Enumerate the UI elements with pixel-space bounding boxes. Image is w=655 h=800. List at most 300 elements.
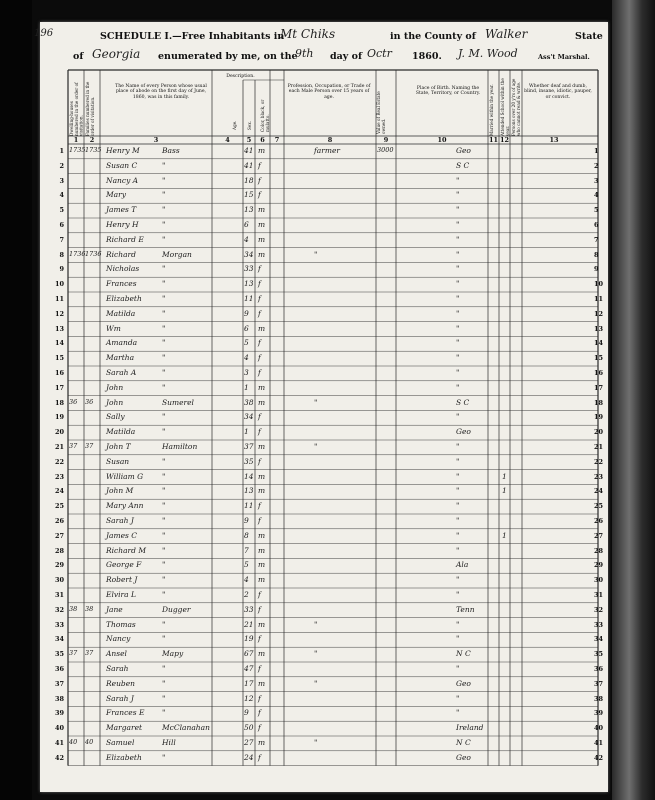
line-number-right: 21	[594, 443, 604, 451]
enumeration-day: 9th	[295, 47, 314, 60]
age: 5	[244, 338, 249, 348]
age: 41	[244, 146, 254, 155]
surname: Morgan	[162, 249, 192, 259]
surname: "	[162, 175, 166, 185]
line-number-right: 6	[594, 221, 599, 229]
sex: f	[258, 501, 261, 511]
line-number-left: 42	[54, 753, 64, 762]
given-name: Susan C	[106, 160, 138, 170]
sex: f	[258, 693, 261, 703]
sex: f	[258, 664, 261, 673]
col-header-dwelling: Dwelling-houses numbered in the order of visitation.	[69, 82, 84, 136]
birthplace: "	[456, 382, 460, 392]
birthplace: N C	[456, 649, 471, 659]
age: 34	[244, 249, 254, 259]
col-header-age: Age.	[232, 120, 237, 130]
birthplace: "	[456, 530, 460, 540]
schedule-label: SCHEDULE I.—Free Inhabitants in	[100, 31, 285, 42]
line-number-left: 6	[59, 221, 64, 229]
column-number: 8	[327, 136, 333, 144]
surname: "	[162, 220, 166, 229]
sex: m	[258, 382, 266, 392]
surname: "	[162, 590, 166, 599]
age: 6	[244, 323, 249, 333]
line-number-right: 28	[594, 546, 604, 555]
given-name: Elizabeth	[106, 294, 142, 303]
line-number-left: 37	[54, 679, 64, 688]
line-number-left: 26	[54, 517, 64, 525]
surname: "	[162, 323, 166, 333]
given-name: Jane	[106, 604, 123, 614]
line-number-left: 12	[54, 309, 64, 318]
sex: f	[258, 752, 261, 762]
film-border-left	[0, 0, 32, 800]
surname: McClanahan	[162, 723, 210, 733]
birthplace: "	[456, 175, 460, 185]
sex: m	[258, 146, 266, 155]
birthplace: "	[456, 264, 460, 274]
line-number-left: 2	[59, 161, 64, 170]
sex: f	[258, 723, 261, 733]
birthplace: "	[456, 234, 460, 244]
given-name: Robert J	[106, 575, 138, 585]
line-number-right: 40	[594, 724, 604, 733]
given-name: John	[106, 397, 124, 407]
birthplace: "	[456, 590, 460, 599]
line-number-left: 19	[54, 413, 64, 422]
line-number-right: 8	[594, 250, 599, 259]
occupation: "	[314, 649, 318, 659]
birthplace: "	[456, 368, 460, 377]
surname: Dugger	[162, 604, 191, 614]
sex: f	[258, 264, 261, 274]
given-name: Nancy	[106, 634, 131, 644]
line-number-left: 24	[54, 487, 64, 496]
sex: f	[258, 427, 261, 437]
school-mark: 1	[502, 486, 507, 496]
line-number-left: 9	[59, 265, 64, 274]
birthplace: Ala	[456, 560, 469, 570]
sex: f	[258, 590, 261, 599]
line-number-left: 39	[54, 709, 64, 718]
age: 9	[244, 308, 249, 318]
surname: "	[162, 678, 166, 688]
family-number: 1735	[85, 146, 102, 154]
line-number-left: 40	[54, 724, 64, 733]
line-number-right: 14	[594, 339, 604, 348]
age: 4	[244, 575, 249, 585]
surname: "	[162, 264, 166, 274]
birthplace: "	[456, 353, 460, 363]
given-name: Henry M	[106, 146, 140, 155]
given-name: Ansel	[106, 649, 127, 659]
given-name: Sarah J	[106, 516, 134, 525]
given-name: John M	[106, 486, 134, 496]
given-name: Matilda	[106, 308, 136, 318]
col-header-real-estate: Value of Real Estate owned.	[376, 91, 386, 134]
birthplace: "	[456, 249, 460, 259]
given-name: James C	[106, 530, 137, 540]
line-number-left: 36	[54, 665, 64, 673]
line-number-right: 36	[594, 665, 604, 673]
birthplace: "	[456, 190, 460, 200]
birthplace: "	[456, 575, 460, 585]
sex: m	[258, 220, 266, 229]
surname: "	[162, 619, 166, 629]
line-number-right: 5	[594, 206, 599, 215]
birthplace: "	[456, 693, 460, 703]
given-name: Amanda	[106, 338, 138, 348]
given-name: John T	[106, 442, 131, 451]
line-number-right: 7	[594, 235, 599, 244]
age: 13	[244, 486, 254, 496]
given-name: James T	[106, 205, 137, 215]
sex: m	[258, 205, 266, 215]
surname: "	[162, 545, 166, 555]
line-number-right: 34	[594, 635, 604, 644]
line-number-right: 35	[594, 650, 604, 659]
line-number-right: 24	[594, 487, 604, 496]
given-name: John	[106, 382, 124, 392]
line-number-right: 19	[594, 413, 604, 422]
birthplace: "	[456, 501, 460, 511]
birthplace: "	[456, 442, 460, 451]
year-label: 1860.	[412, 51, 442, 62]
surname: "	[162, 412, 166, 422]
col-header-birthplace: Place of Birth. Naming the State, Territory, or Country.	[415, 86, 481, 97]
line-number-left: 38	[54, 694, 64, 703]
surname: "	[162, 190, 166, 200]
age: 3	[244, 368, 249, 377]
column-number: 6	[260, 136, 265, 144]
birthplace: "	[456, 205, 460, 215]
line-number-right: 32	[594, 605, 604, 614]
age: 19	[244, 634, 254, 644]
age: 4	[244, 353, 249, 363]
given-name: Wm	[106, 323, 121, 333]
surname: "	[162, 664, 166, 673]
line-number-left: 14	[54, 339, 64, 348]
occupation: "	[314, 738, 318, 747]
sex: f	[258, 456, 261, 466]
line-number-left: 18	[54, 398, 64, 407]
line-number-left: 30	[54, 576, 64, 585]
line-number-left: 8	[59, 250, 64, 259]
line-number-right: 11	[594, 295, 604, 303]
line-number-right: 27	[594, 531, 604, 540]
line-number-left: 16	[54, 369, 64, 377]
sex: m	[258, 560, 266, 570]
given-name: Nicholas	[106, 264, 140, 274]
sex: m	[258, 486, 266, 496]
column-number: 13	[549, 136, 559, 144]
line-number-right: 16	[594, 369, 604, 377]
sex: m	[258, 619, 266, 629]
line-number-left: 32	[54, 605, 64, 614]
line-number-right: 39	[594, 709, 604, 718]
birthplace: "	[456, 634, 460, 644]
column-number: 3	[153, 136, 159, 144]
column-number: 1	[73, 136, 79, 144]
age: 41	[244, 160, 254, 170]
school-mark: 1	[502, 530, 507, 540]
birthplace: "	[456, 456, 460, 466]
birthplace: "	[456, 664, 460, 673]
line-number-right: 20	[594, 428, 604, 437]
line-number-right: 41	[594, 739, 604, 747]
age: 1	[244, 427, 249, 437]
age: 7	[244, 545, 249, 555]
age: 8	[244, 530, 249, 540]
line-number-left: 21	[54, 443, 64, 451]
line-number-left: 22	[54, 457, 64, 466]
age: 47	[244, 664, 254, 673]
given-name: Martha	[106, 353, 135, 363]
line-number-left: 20	[54, 428, 64, 437]
line-number-left: 41	[54, 739, 64, 747]
line-number-right: 3	[594, 176, 599, 185]
age: 9	[244, 516, 249, 525]
sex: f	[258, 412, 261, 422]
dwelling-number: 36	[69, 397, 78, 406]
surname: "	[162, 427, 166, 437]
line-number-right: 9	[594, 265, 599, 274]
line-number-right: 15	[594, 354, 604, 363]
line-number-right: 38	[594, 694, 604, 703]
line-number-right: 37	[594, 679, 604, 688]
surname: "	[162, 516, 166, 525]
surname: "	[162, 530, 166, 540]
surname: "	[162, 634, 166, 644]
given-name: Matilda	[106, 427, 136, 437]
given-name: Mary	[106, 190, 126, 200]
column-number: 9	[383, 136, 389, 144]
sex: m	[258, 649, 266, 659]
county-name: Walker	[485, 27, 528, 41]
place-name: Mt Chiks	[280, 27, 336, 41]
given-name: Henry H	[106, 220, 139, 229]
film-border-right	[612, 0, 655, 800]
birthplace: "	[456, 486, 460, 496]
sex: m	[258, 323, 266, 333]
birthplace: "	[456, 708, 460, 718]
sex: m	[258, 575, 266, 585]
given-name: Samuel	[106, 738, 135, 747]
surname: "	[162, 501, 166, 511]
line-number-left: 27	[54, 531, 64, 540]
sex: f	[258, 604, 261, 614]
sex: f	[258, 353, 261, 363]
age: 2	[244, 590, 249, 599]
sex: f	[258, 160, 261, 170]
occupation: "	[314, 619, 318, 629]
birthplace: Geo	[456, 752, 471, 762]
line-number-right: 22	[594, 457, 604, 466]
age: 50	[244, 723, 254, 733]
surname: "	[162, 752, 166, 762]
age: 13	[244, 205, 254, 215]
line-number-left: 25	[54, 502, 64, 511]
age: 4	[244, 234, 249, 244]
birthplace: "	[456, 308, 460, 318]
column-number: 10	[437, 136, 447, 144]
given-name: Margaret	[106, 723, 143, 733]
given-name: George F	[106, 560, 142, 570]
birthplace: "	[456, 619, 460, 629]
family-number: 1736	[85, 249, 102, 258]
surname: "	[162, 708, 166, 718]
line-number-right: 23	[594, 472, 604, 481]
col-header-school: Attended School within the year.	[500, 78, 510, 136]
line-number-right: 33	[594, 620, 604, 629]
line-number-left: 10	[54, 280, 64, 289]
given-name: Sally	[106, 412, 125, 422]
age: 1	[244, 382, 249, 392]
given-name: Mary Ann	[106, 501, 144, 511]
sex: f	[258, 368, 261, 377]
age: 17	[244, 678, 254, 688]
surname: "	[162, 456, 166, 466]
line-number-right: 4	[594, 191, 599, 200]
birthplace: Geo	[456, 427, 471, 437]
asst-marshal-label: Ass't Marshal.	[538, 53, 590, 61]
line-number-right: 10	[594, 280, 604, 289]
surname: Sumerel	[162, 397, 194, 407]
birthplace: "	[456, 220, 460, 229]
age: 33	[244, 264, 254, 274]
sex: m	[258, 471, 266, 481]
line-number-left: 23	[54, 472, 64, 481]
sex: f	[258, 634, 261, 644]
col-header-family: Families numbered in the order of visitation.	[85, 81, 95, 136]
col-header-description: Description.	[226, 74, 255, 79]
sex: f	[258, 294, 261, 303]
age: 67	[244, 649, 254, 659]
surname: "	[162, 279, 166, 289]
surname: "	[162, 308, 166, 318]
col-header-profession: Profession, Occupation, or Trade of each Male Person over 15 years of age.	[287, 84, 371, 100]
line-number-right: 42	[594, 753, 604, 762]
line-number-right: 2	[594, 161, 599, 170]
birthplace: "	[456, 412, 460, 422]
age: 11	[244, 501, 254, 511]
dwelling-number: 37	[69, 442, 78, 450]
surname: Mapy	[162, 649, 184, 659]
surname: "	[162, 353, 166, 363]
line-number-left: 29	[54, 561, 64, 570]
surname: "	[162, 575, 166, 585]
line-number-left: 35	[54, 650, 64, 659]
col-header-married: Married within the year.	[489, 84, 494, 136]
age: 21	[244, 619, 254, 629]
sex: m	[258, 442, 266, 451]
given-name: Richard E	[106, 234, 144, 244]
census-sheet	[34, 22, 608, 792]
sex: f	[258, 308, 261, 318]
dwelling-number: 1735	[69, 146, 86, 154]
given-name: Nancy A	[106, 175, 139, 185]
given-name: Sarah	[106, 664, 129, 673]
col-header-color: Color, black, or mulatto.	[260, 99, 270, 132]
line-number-right: 12	[594, 309, 604, 318]
line-number-left: 31	[54, 591, 64, 599]
sex: f	[258, 279, 261, 289]
surname: "	[162, 205, 166, 215]
line-number-left: 28	[54, 546, 64, 555]
line-number-left: 3	[59, 176, 64, 185]
col-header-sex: Sex.	[247, 120, 252, 130]
sex: f	[258, 708, 261, 718]
line-number-right: 31	[594, 591, 604, 599]
age: 9	[244, 708, 249, 718]
age: 15	[244, 190, 254, 200]
birthplace: Geo	[456, 146, 471, 155]
marshal-name: J. M. Wood	[458, 47, 518, 60]
age: 5	[244, 560, 249, 570]
line-number-right: 17	[594, 383, 604, 392]
col-header-read-write: Persons over 20 y'rs of age who cannot read & write.	[511, 78, 521, 136]
sex: f	[258, 175, 261, 185]
line-number-right: 25	[594, 502, 604, 511]
surname: "	[162, 693, 166, 703]
line-number-left: 7	[59, 235, 64, 244]
surname: Hill	[162, 738, 176, 747]
given-name: Elvira L	[106, 590, 136, 599]
occupation: "	[314, 397, 318, 407]
surname: "	[162, 160, 166, 170]
surname: "	[162, 382, 166, 392]
dwelling-number: 40	[69, 738, 78, 746]
column-number: 5	[246, 136, 252, 144]
line-number-left: 17	[54, 383, 64, 392]
age: 24	[244, 752, 254, 762]
sex: m	[258, 530, 266, 540]
given-name: Reuben	[106, 678, 135, 688]
given-name: Thomas	[106, 619, 136, 629]
enumerated-label: enumerated by me, on the	[158, 51, 298, 62]
birthplace: "	[456, 294, 460, 303]
age: 14	[244, 471, 254, 481]
enumeration-month: Octr	[367, 47, 392, 60]
column-number: 7	[274, 136, 280, 144]
surname: "	[162, 294, 166, 303]
given-name: Elizabeth	[106, 752, 142, 762]
age: 33	[244, 604, 254, 614]
birthplace: "	[456, 323, 460, 333]
given-name: Frances	[106, 279, 137, 289]
col-header-name: The Name of every Person whose usual place of abode on the first day of June, 1860, was in this family.	[115, 84, 207, 100]
birthplace: S C	[456, 397, 470, 407]
birthplace: "	[456, 545, 460, 555]
given-name: Sarah A	[106, 368, 137, 377]
occupation: "	[314, 678, 318, 688]
birthplace: "	[456, 471, 460, 481]
birthplace: "	[456, 279, 460, 289]
surname: "	[162, 338, 166, 348]
state-name: Georgia	[92, 47, 141, 61]
birthplace: S C	[456, 160, 470, 170]
birthplace: Tenn	[456, 604, 475, 614]
given-name: Frances E	[106, 708, 145, 718]
line-number-left: 15	[54, 354, 64, 363]
birthplace: N C	[456, 738, 471, 747]
family-number: 37	[85, 649, 94, 658]
state-label: State	[575, 31, 603, 42]
surname: "	[162, 368, 166, 377]
line-number-left: 11	[54, 295, 64, 303]
given-name: Richard	[106, 249, 136, 259]
sex: m	[258, 678, 266, 688]
